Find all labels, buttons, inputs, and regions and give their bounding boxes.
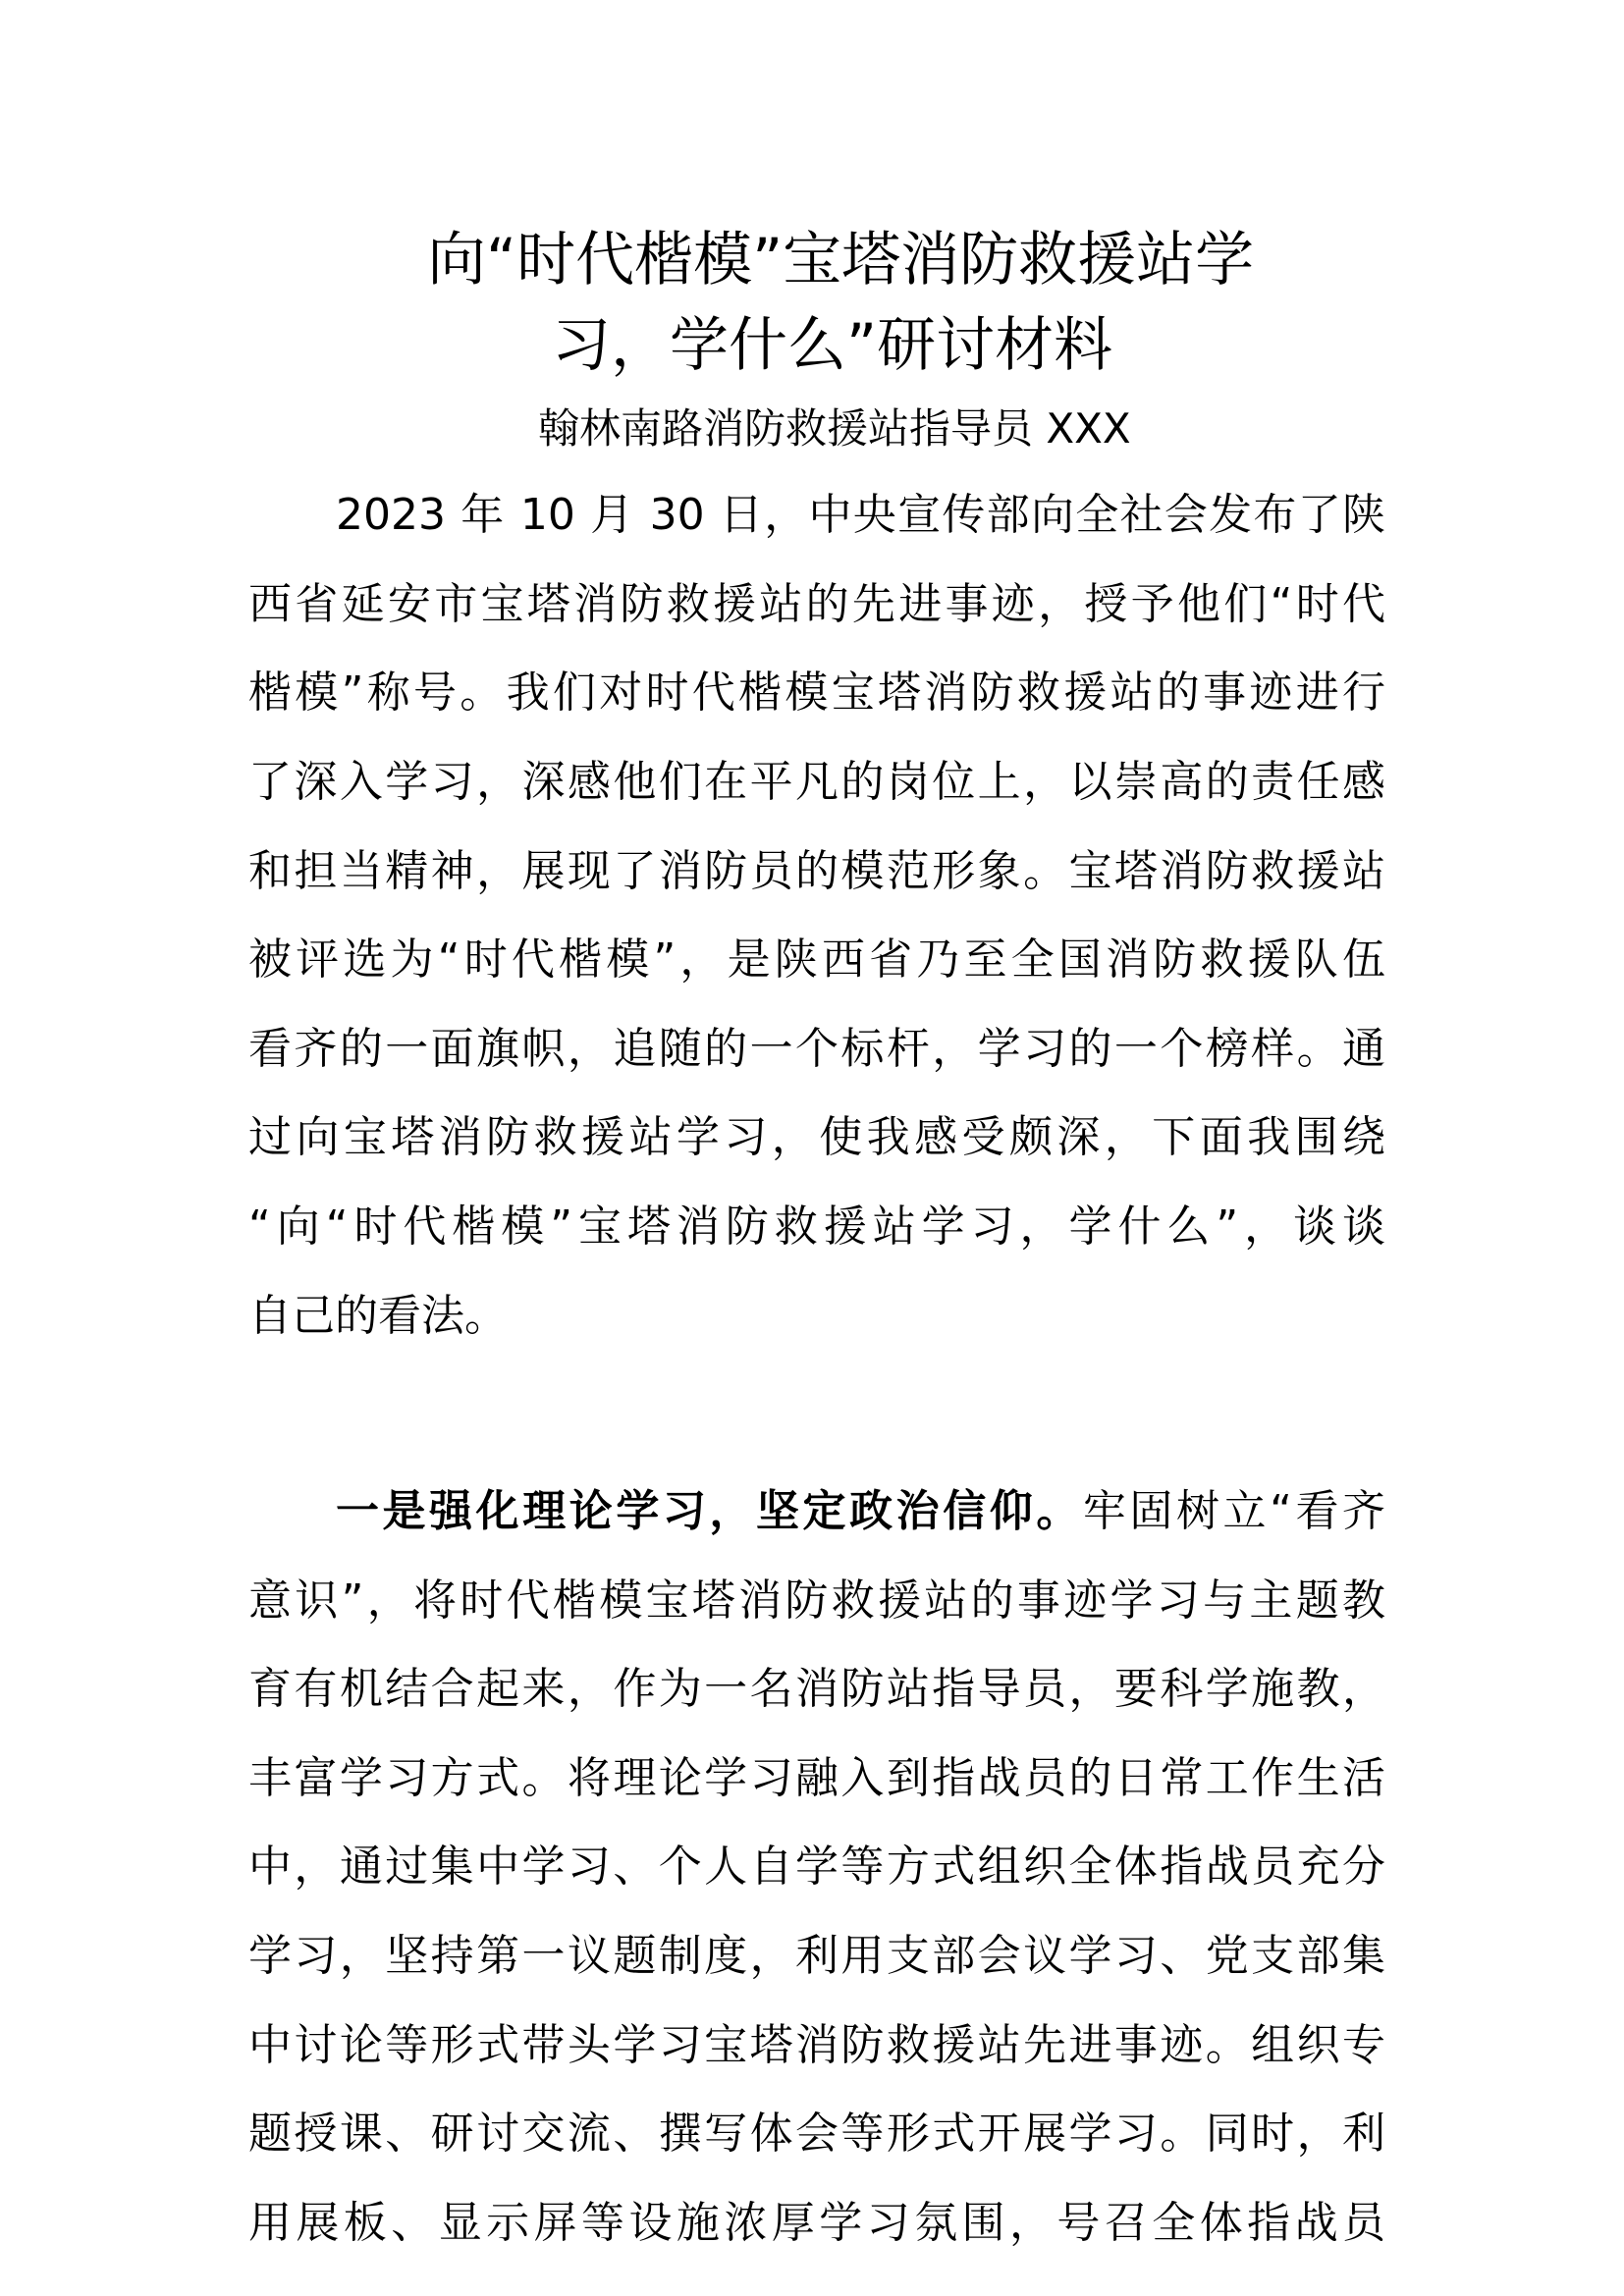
text-line: 题授课、研讨交流、撰写体会等形式开展学习。同时，利 <box>248 2109 1385 2159</box>
text-line: 被评选为“时代楷模”，是陕西省乃至全国消防救援队伍 <box>248 934 1385 985</box>
text-line: 意识”，将时代楷模宝塔消防救援站的事迹学习与主题教 <box>248 1575 1385 1626</box>
text-line: 和担当精神，展现了消防员的模范形象。宝塔消防救援站 <box>248 846 1385 896</box>
text-line: 过向宝塔消防救援站学习，使我感受颇深，下面我围绕 <box>248 1112 1385 1162</box>
text-line: 丰富学习方式。将理论学习融入到指战员的日常工作生活 <box>248 1753 1385 1803</box>
author-line: 翰林南路消防救援站指导员 XXX <box>538 404 1131 453</box>
text-line: 西省延安市宝塔消防救援站的先进事迹，授予他们“时代 <box>248 579 1385 629</box>
text-line: 育有机结合起来，作为一名消防站指导员，要科学施教， <box>248 1664 1385 1714</box>
text-line: 2023 年 10 月 30 日，中央宣传部向全社会发布了陕 <box>336 490 1385 540</box>
text-line: 看齐的一面旗帜，追随的一个标杆，学习的一个榜样。通 <box>248 1024 1385 1074</box>
text-line: 楷模”称号。我们对时代楷模宝塔消防救援站的事迹进行 <box>248 667 1385 718</box>
text-run: 牢固树立“看齐 <box>1082 1486 1385 1536</box>
document-title-line-2: 习，学什么”研讨材料 <box>552 311 1113 380</box>
text-line <box>336 1486 1385 1536</box>
text-line: 用展板、显示屏等设施浓厚学习氛围，号召全体指战员 <box>248 2198 1385 2248</box>
section-heading: 一是强化理论学习，坚定政治信仰。 <box>336 1486 1083 1536</box>
text-line: 了深入学习，深感他们在平凡的岗位上，以崇高的责任感 <box>248 757 1385 807</box>
document-title-line-1: 向“时代楷模”宝塔消防救援站学 <box>427 226 1255 294</box>
text-line: 中讨论等形式带头学习宝塔消防救援站先进事迹。组织专 <box>248 2020 1385 2070</box>
text-line: 自己的看法。 <box>248 1291 508 1341</box>
text-line: 学习，坚持第一议题制度，利用支部会议学习、党支部集 <box>248 1931 1385 1981</box>
text-line: 中，通过集中学习、个人自学等方式组织全体指战员充分 <box>248 1842 1385 1892</box>
text-line: “向“时代楷模”宝塔消防救援站学习，学什么”，谈谈 <box>248 1201 1385 1252</box>
